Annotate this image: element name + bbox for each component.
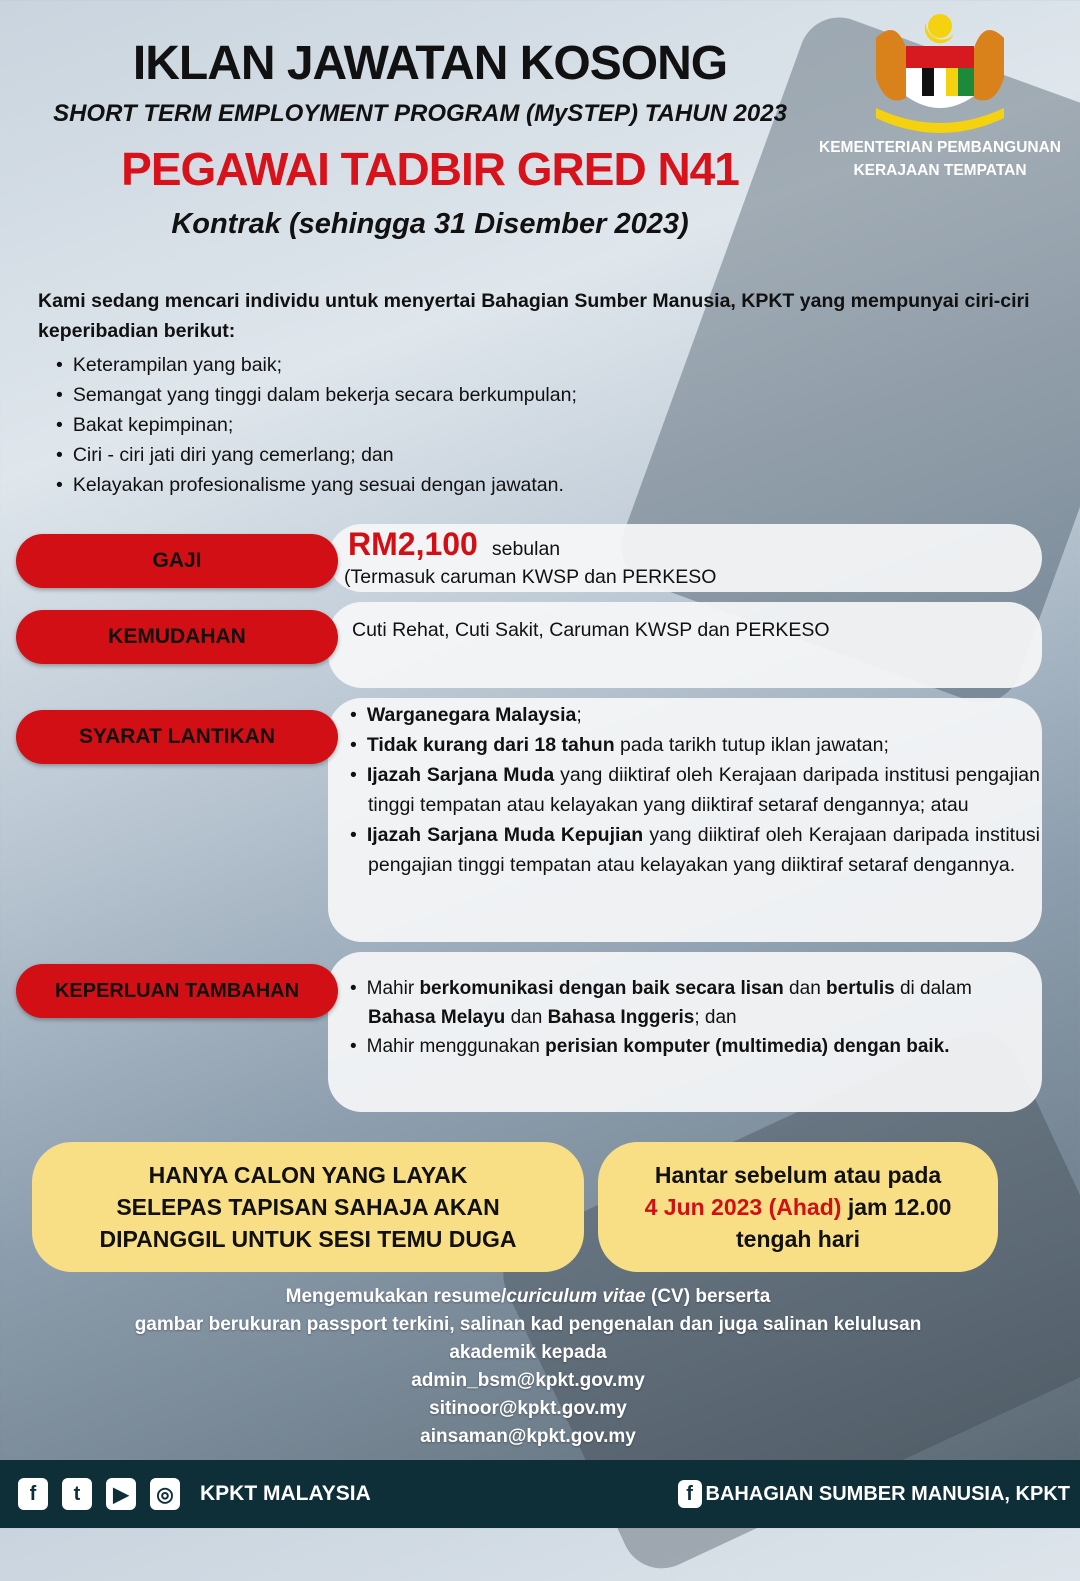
intro-text: Kami sedang mencari individu untuk menyertai Bahagian Sumber Manusia, KPKT yang mempunyai ciri-ciri keperibadian berikut: (38, 290, 1030, 342)
shortlist-notice: HANYA CALON YANG LAYAK SELEPAS TAPISAN SAHAJA AKAN DIPANGGIL UNTUK SESI TEMU DUGA (32, 1142, 584, 1272)
salary-note: (Termasuk caruman KWSP dan PERKESO (344, 566, 717, 588)
list-item: • Tidak kurang dari 18 tahun pada tarikh tutup iklan jawatan; (346, 730, 1040, 760)
list-item: • Mahir berkomunikasi dengan baik secara lisan dan bertulis di dalam Bahasa Melayu dan Bahasa Inggeris; dan (346, 974, 1012, 1032)
instagram-icon[interactable]: ◎ (150, 1478, 180, 1510)
list-item: • Semangat yang tinggi dalam bekerja secara berkumpulan; (56, 380, 577, 410)
ministry-name: KEMENTERIAN PEMBANGUNAN KERAJAAN TEMPATAN (819, 139, 1061, 179)
traits-list (56, 350, 577, 500)
list-item: • Keterampilan yang baik; (56, 350, 577, 380)
deadline-notice: Hantar sebelum atau pada 4 Jun 2023 (Ahad) jam 12.00 tengah hari (598, 1142, 998, 1272)
coat-of-arms-logo (856, 8, 1024, 136)
list-item: • Ciri - ciri jati diri yang cemerlang; dan (56, 440, 577, 470)
contract-term: Kontrak (sehingga 31 Disember 2023) (171, 208, 689, 240)
label-syarat-lantikan: SYARAT LANTIKAN (16, 710, 338, 764)
salary-period: sebulan (491, 538, 561, 560)
additional-requirements-box (328, 952, 1042, 1112)
benefits-text: Cuti Rehat, Cuti Sakit, Caruman KWSP dan PERKESO (352, 619, 830, 641)
list-item: • Ijazah Sarjana Muda yang diiktiraf oleh Kerajaan daripada institusi pengajian tinggi tempatan atau kelayakan yang diiktiraf setaraf dengannya; atau (346, 760, 1040, 820)
ad-title: IKLAN JAWATAN KOSONG (132, 37, 728, 90)
facebook-icon[interactable]: f (678, 1480, 702, 1508)
salary-amount: RM2,100 (348, 526, 478, 562)
requirements-box (328, 698, 1042, 942)
program-name: SHORT TERM EMPLOYMENT PROGRAM (MySTEP) TAHUN 2023 (53, 100, 787, 127)
footer-bar (0, 1460, 1080, 1528)
list-item: • Kelayakan profesionalisme yang sesuai dengan jawatan. (56, 470, 577, 500)
email-link[interactable]: ainsaman@kpkt.gov.my (420, 1426, 636, 1447)
benefits-box (328, 602, 1042, 688)
list-item: • Warganegara Malaysia; (346, 700, 1040, 730)
twitter-icon[interactable]: t (62, 1478, 92, 1510)
email-link[interactable]: sitinoor@kpkt.gov.my (429, 1398, 627, 1419)
list-item: • Ijazah Sarjana Muda Kepujian yang diiktiraf oleh Kerajaan daripada institusi pengajian tinggi tempatan atau kelayakan yang diiktiraf setaraf dengannya. (346, 820, 1040, 880)
facebook-page-name: BAHAGIAN SUMBER MANUSIA, KPKT (705, 1482, 1070, 1505)
facebook-icon[interactable]: f (18, 1478, 48, 1510)
email-link[interactable]: admin_bsm@kpkt.gov.my (411, 1370, 645, 1391)
deadline-date: 4 Jun 2023 (Ahad) (644, 1194, 842, 1220)
list-item: • Mahir menggunakan perisian komputer (multimedia) dengan baik. (346, 1032, 1012, 1061)
salary-box (328, 524, 1042, 592)
position-title: PEGAWAI TADBIR GRED N41 (121, 143, 739, 195)
youtube-icon[interactable]: ▶ (106, 1478, 136, 1510)
list-item: • Bakat kepimpinan; (56, 410, 577, 440)
label-keperluan-tambahan: KEPERLUAN TAMBAHAN (16, 964, 338, 1018)
social-handle: KPKT MALAYSIA (200, 1482, 371, 1505)
submission-instructions: Mengemukakan resume/curiculum vitae (CV) berserta gambar berukuran passport terkini, salinan kad pengenalan dan juga salinan kelulusan akademik kepada admin_bsm@kpkt.gov.my sitinoor@kpkt.gov.my ainsaman@kpkt.gov.my (0, 1283, 1056, 1451)
label-gaji: GAJI (16, 534, 338, 588)
label-kemudahan: KEMUDAHAN (16, 610, 338, 664)
